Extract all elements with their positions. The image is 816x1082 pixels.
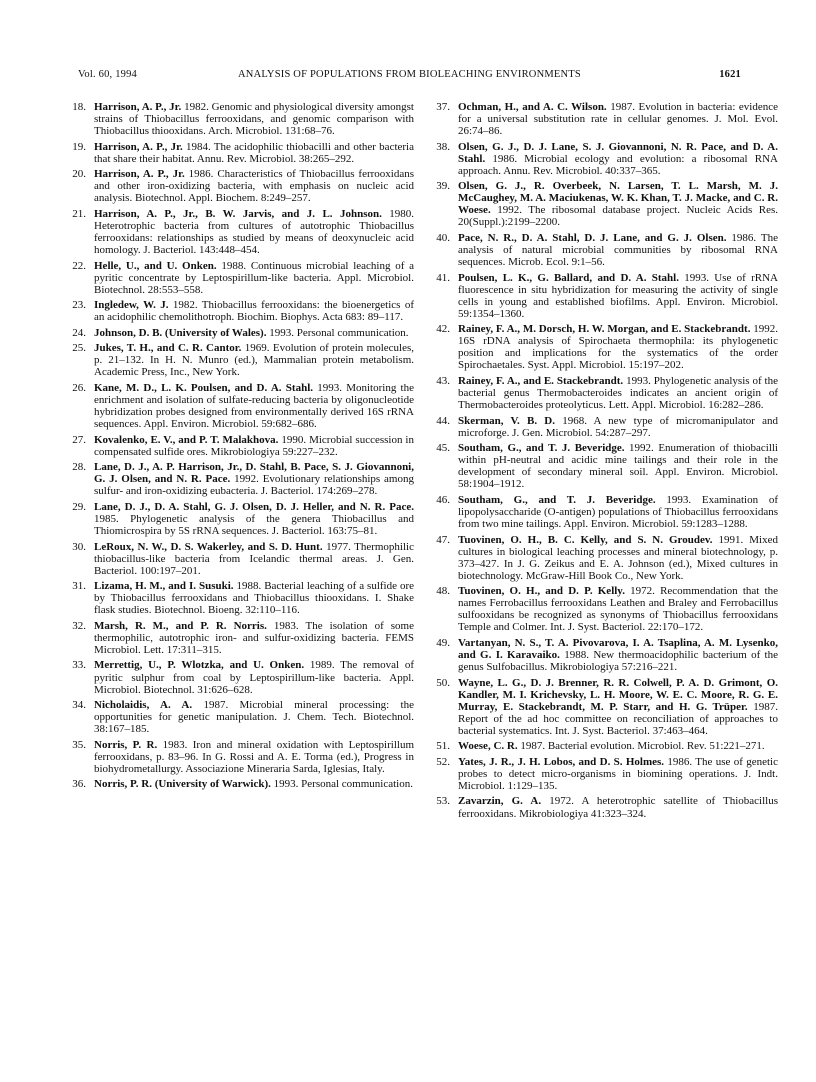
reference-text: 1988. Continuous microbial leaching of a pyritic concentrate by Leptospirillum-like bacteria. Appl. Microbiol. Biotechnol. 28:553–558. bbox=[94, 259, 415, 296]
reference-number: 23. bbox=[72, 299, 86, 312]
reference-text: 1986. The use of genetic probes to detect micro-organisms in biomining operations. J. Indt. Microbiol. 1:129–135. bbox=[458, 755, 778, 792]
reference-text: 1988. New thermoacidophilic bacterium of the genus Sulfobacillus. Mikrobiologiya 57:216–221. bbox=[458, 648, 778, 674]
reference-entry bbox=[68, 541, 414, 577]
reference-number: 46. bbox=[436, 493, 450, 506]
reference-entry bbox=[68, 141, 414, 165]
reference-number: 38. bbox=[436, 140, 450, 153]
reference-authors: Ochman, H., and A. C. Wilson. bbox=[458, 101, 607, 113]
reference-number: 48. bbox=[436, 585, 450, 598]
reference-number: 29. bbox=[72, 500, 86, 513]
reference-authors: Olsen, G. J., R. Overbeek, N. Larsen, T. L. Marsh, M. J. McCaughey, M. A. Maciukenas, W. K. Khan, T. J. Macke, and C. R. Woese. bbox=[458, 180, 778, 217]
reference-number: 47. bbox=[436, 533, 450, 546]
reference-entry bbox=[68, 101, 414, 137]
reference-authors: Tuovinen, O. H., B. C. Kelly, and S. N. Groudev. bbox=[458, 533, 713, 546]
reference-authors: Kane, M. D., L. K. Poulsen, and D. A. Stahl. bbox=[94, 381, 313, 394]
reference-authors: Vartanyan, N. S., T. A. Pivovarova, I. A. Tsaplina, A. M. Lysenko, and G. I. Karavaiko. bbox=[458, 636, 778, 661]
reference-number: 34. bbox=[72, 699, 86, 712]
reference-authors: Zavarzin, G. A. bbox=[458, 795, 542, 808]
reference-number: 21. bbox=[72, 207, 86, 220]
reference-text: 1972. Recommendation that the names Ferrobacillus ferrooxidans Leathen and Braley and Ferrobacillus sulfooxidans be recognized as synonyms of Thiobacillus ferrooxidans Temple and Colmer. Int. J. Syst. Bacteriol. 22:170–172. bbox=[458, 585, 778, 634]
reference-authors: Poulsen, L. K., G. Ballard, and D. A. Stahl. bbox=[458, 271, 679, 284]
reference-entry bbox=[68, 699, 414, 735]
reference-text: 1985. Phylogenetic analysis of the genera Thiobacillus and Thiomicrospira by 5S rRNA sequences. J. Bacteriol. 163:75–81. bbox=[94, 512, 414, 537]
reference-number: 42. bbox=[436, 323, 450, 336]
reference-number: 52. bbox=[436, 755, 450, 768]
reference-text: 1993. Phylogenetic analysis of the bacterial genus Thermobacteroides indicates an ancient origin of Thermobacteroides proteolyticus. Lett. Appl. Microbiol. 16:282–286. bbox=[458, 374, 778, 412]
reference-entry bbox=[432, 740, 778, 752]
reference-authors: Yates, J. R., J. H. Lobos, and D. S. Holmes. bbox=[458, 755, 665, 768]
reference-number: 39. bbox=[436, 180, 450, 193]
reference-entry bbox=[432, 637, 778, 673]
reference-entry bbox=[432, 101, 778, 137]
reference-number: 26. bbox=[72, 381, 86, 394]
journal-volume: Vol. 60, 1994 bbox=[78, 69, 137, 80]
reference-text: 1989. The removal of pyritic sulphur from coal by Leptospirillum-like bacteria. Appl. Microbiol. Biotechnol. 31:626–628. bbox=[94, 659, 414, 696]
reference-authors: Lane, D. J., A. P. Harrison, Jr., D. Stahl, B. Pace, S. J. Giovannoni, G. J. Olsen, and N. R. Pace. bbox=[94, 461, 414, 486]
reference-authors: Rainey, F. A., and E. Stackebrandt. bbox=[458, 374, 624, 387]
running-header bbox=[78, 69, 741, 85]
reference-column-left bbox=[68, 101, 414, 794]
reference-text: 1977. Thermophilic thiobacillus-like bacteria from Icelandic thermal areas. J. Gen. Bacteriol. 100:197–201. bbox=[94, 540, 414, 577]
reference-entry bbox=[432, 442, 778, 490]
reference-authors: Harrison, A. P., Jr., B. W. Jarvis, and J. L. Johnson. bbox=[94, 207, 382, 220]
reference-number: 45. bbox=[436, 442, 450, 455]
reference-entry bbox=[432, 756, 778, 792]
reference-number: 53. bbox=[436, 795, 450, 808]
reference-number: 24. bbox=[72, 326, 86, 339]
reference-number: 41. bbox=[436, 271, 450, 284]
reference-authors: Olsen, G. J., D. J. Lane, S. J. Giovannoni, N. R. Pace, and D. A. Stahl. bbox=[458, 140, 778, 165]
reference-number: 51. bbox=[436, 740, 450, 753]
reference-text: 1993. Monitoring the enrichment and isolation of sulfate-reducing bacteria by oligonucleotide hybridization probes designed from environmentally derived 16S rRNA sequences. Appl. Environ. Microbiol. 59:682–686. bbox=[94, 381, 414, 431]
reference-entry bbox=[432, 415, 778, 439]
reference-text: 1993. Use of rRNA fluorescence in situ hybridization for measuring the activity of single cells in young and established biofilms. Appl. Environ. Microbiol. 59:1354–1360. bbox=[458, 271, 778, 320]
reference-number: 22. bbox=[72, 259, 86, 272]
reference-entry bbox=[68, 461, 414, 497]
reference-text: 1987. Microbial mineral processing: the opportunities for genetic manipulation. J. Chem. Tech. Biotechnol. 38:167–185. bbox=[94, 699, 414, 736]
reference-number: 36. bbox=[72, 778, 86, 791]
reference-number: 35. bbox=[72, 738, 86, 751]
reference-text: 1993. Examination of lipopolysaccharide (O-antigen) populations of Thiobacillus ferrooxidans from two mine tailings. Appl. Environ. Microbiol. 59:1283–1288. bbox=[458, 493, 778, 530]
reference-text: 1980. Heterotrophic bacteria from cultures of autotrophic Thiobacillus ferrooxidans: relationships as studied by means of deoxynucleic acid homology. J. Bacteriol. 143:448–454. bbox=[94, 207, 415, 257]
reference-entry bbox=[432, 534, 778, 582]
reference-entry bbox=[68, 620, 414, 656]
reference-entry bbox=[68, 208, 414, 256]
reference-number: 32. bbox=[72, 619, 86, 632]
reference-entry bbox=[68, 327, 414, 339]
reference-number: 30. bbox=[72, 540, 86, 553]
reference-authors: Skerman, V. B. D. bbox=[458, 414, 555, 427]
reference-authors: Lane, D. J., D. A. Stahl, G. J. Olsen, D. J. Heller, and N. R. Pace. bbox=[94, 500, 414, 513]
reference-number: 49. bbox=[436, 636, 450, 649]
reference-authors: Harrison, A. P., Jr. bbox=[94, 101, 182, 113]
reference-entry bbox=[68, 299, 414, 323]
reference-text: 1992. The ribosomal database project. Nucleic Acids Res. 20(Suppl.):2199–2200. bbox=[458, 204, 778, 229]
reference-text: 1987. Bacterial evolution. Microbiol. Rev. 51:221–271. bbox=[517, 740, 765, 753]
reference-authors: Tuovinen, O. H., and D. P. Kelly. bbox=[458, 585, 625, 598]
reference-text: 1990. Microbial succession in compensated sulfide ores. Mikrobiologiya 59:227–232. bbox=[94, 433, 414, 458]
reference-authors: Southam, G., and T. J. Beveridge. bbox=[458, 442, 625, 455]
reference-number: 37. bbox=[436, 101, 450, 113]
reference-text: 1982. Genomic and physiological diversity amongst strains of Thiobacillus ferrooxidans, and genomic comparison with Thiobacillus thiooxidans. Arch. Microbiol. 131:68–76. bbox=[94, 101, 414, 138]
reference-entry bbox=[68, 778, 414, 790]
reference-text: 1987. Report of the ad hoc committee on reconciliation of approaches to bacterial systematics. Int. J. Syst. Bacteriol. 37:463–464. bbox=[458, 700, 778, 737]
reference-number: 19. bbox=[72, 140, 86, 153]
reference-text: 1986. Characteristics of Thiobacillus ferrooxidans and other iron-oxidizing bacteria, with emphasis on nucleic acid analysis. Biotechnol. Appl. Biochem. 8:249–257. bbox=[94, 168, 414, 205]
reference-number: 27. bbox=[72, 433, 86, 446]
reference-entry bbox=[68, 659, 414, 695]
reference-authors: Pace, N. R., D. A. Stahl, D. J. Lane, and G. J. Olsen. bbox=[458, 231, 727, 244]
reference-entry bbox=[68, 739, 414, 775]
reference-entry bbox=[68, 434, 414, 458]
reference-entry bbox=[432, 232, 778, 268]
reference-number: 40. bbox=[436, 231, 450, 244]
reference-text: 1991. Mixed cultures in biological leaching processes and mineral biotechnology, p. 373–427. In J. G. Zeikus and E. A. Johnson (ed.), Mixed cultures in biotechnology. McGraw-Hill Book Co., New York. bbox=[458, 533, 778, 582]
reference-text: 1982. Thiobacillus ferrooxidans: the bioenergetics of an acidophilic chemolithotroph. Biochim. Biophys. Acta 683: 89–117. bbox=[94, 299, 415, 324]
reference-authors: Rainey, F. A., M. Dorsch, H. W. Morgan, and E. Stackebrandt. bbox=[458, 323, 751, 336]
reference-authors: Ingledew, W. J. bbox=[94, 299, 169, 312]
reference-entry bbox=[432, 375, 778, 411]
reference-text: 1992. Enumeration of thiobacilli within pH-neutral and acidic mine tailings and their role in the development of secondary mineral soil. Appl. Environ. Microbiol. 58:1904–1912. bbox=[458, 442, 778, 491]
reference-entry bbox=[68, 260, 414, 296]
reference-text: 1987. Evolution in bacteria: evidence for a universal substitution rate in cellular genomes. J. Mol. Evol. 26:74–86. bbox=[458, 101, 778, 138]
reference-authors: Johnson, D. B. (University of Wales). bbox=[94, 326, 267, 339]
reference-text: 1983. The isolation of some thermophilic, autotrophic iron- and sulfur-oxidizing bacteria. FEMS Microbiol. Lett. 17:311–315. bbox=[94, 619, 414, 656]
reference-entry bbox=[432, 180, 778, 228]
reference-entry bbox=[432, 141, 778, 177]
reference-authors: Woese, C. R. bbox=[458, 740, 518, 753]
reference-entry bbox=[68, 168, 414, 204]
reference-number: 33. bbox=[72, 659, 86, 672]
running-title: ANALYSIS OF POPULATIONS FROM BIOLEACHING ENVIRONMENTS bbox=[238, 69, 581, 80]
reference-authors: Harrison, A. P., Jr. bbox=[94, 140, 183, 153]
reference-text: 1983. Iron and mineral oxidation with Leptospirillum ferrooxidans, p. 83–96. In G. Rossi and A. E. Torma (ed.), Progress in biohydrometallurgy. Associazione Mineraria Sarda, Iglesias, Italy. bbox=[94, 738, 415, 775]
reference-number: 20. bbox=[72, 168, 86, 181]
reference-number: 18. bbox=[72, 101, 86, 113]
reference-entry bbox=[68, 382, 414, 430]
reference-authors: Kovalenko, E. V., and P. T. Malakhova. bbox=[94, 433, 279, 446]
reference-authors: Harrison, A. P., Jr. bbox=[94, 168, 185, 181]
reference-text: 1986. The analysis of natural microbial communities by ribosomal RNA sequences. Microb. Ecol. 9:1–56. bbox=[458, 231, 778, 269]
reference-entry bbox=[432, 585, 778, 633]
reference-text: 1986. Microbial ecology and evolution: a ribosomal RNA approach. Annu. Rev. Microbiol. 40:337–365. bbox=[458, 152, 778, 177]
reference-authors: Norris, P. R. bbox=[94, 738, 158, 751]
reference-authors: LeRoux, N. W., D. S. Wakerley, and S. D. Hunt. bbox=[94, 540, 323, 553]
reference-number: 50. bbox=[436, 676, 450, 689]
reference-text: 1969. Evolution of protein molecules, p. 21–132. In H. N. Munro (ed.), Mammalian protein metabolism. Academic Press, Inc., New York. bbox=[94, 342, 415, 379]
reference-number: 25. bbox=[72, 342, 86, 355]
reference-authors: Helle, U., and U. Onken. bbox=[94, 259, 217, 272]
page-number: 1621 bbox=[719, 69, 741, 80]
reference-text: 1984. The acidophilic thiobacilli and other bacteria that share their habitat. Annu. Rev. Microbiol. 38:265–292. bbox=[94, 140, 414, 165]
reference-entry bbox=[432, 494, 778, 530]
reference-entry bbox=[432, 323, 778, 371]
reference-number: 44. bbox=[436, 414, 450, 427]
reference-text: 1968. A new type of micromanipulator and microforge. J. Gen. Microbiol. 54:287–297. bbox=[458, 414, 779, 439]
reference-number: 28. bbox=[72, 461, 86, 474]
reference-entry bbox=[68, 342, 414, 378]
reference-text: 1988. Bacterial leaching of a sulfide ore by Thiobacillus ferrooxidans and Thiobacillus thiooxidans. I. Shake flask studies. Biotechnol. Bioeng. 32:110–116. bbox=[94, 580, 414, 617]
reference-text: 1992. 16S rDNA analysis of Spirochaeta thermophila: its phylogenetic position and implications for the systematics of the order Spirochaetales. Syst. Appl. Microbiol. 15:197–202. bbox=[458, 323, 779, 372]
reference-text: 1993. Personal communication. bbox=[266, 326, 409, 339]
reference-entry bbox=[68, 501, 414, 537]
reference-text: 1993. Personal communication. bbox=[270, 778, 413, 791]
reference-text: 1972. A heterotrophic satellite of Thiobacillus ferrooxidans. Mikrobiologiya 41:323–324. bbox=[458, 795, 778, 820]
reference-authors: Marsh, R. M., and P. R. Norris. bbox=[94, 619, 267, 632]
reference-entry bbox=[432, 272, 778, 320]
reference-entry bbox=[432, 677, 778, 737]
reference-authors: Nicholaidis, A. A. bbox=[94, 699, 193, 712]
reference-column-right bbox=[432, 101, 778, 823]
reference-authors: Lizama, H. M., and I. Susuki. bbox=[94, 580, 234, 593]
reference-text: 1992. Evolutionary relationships among sulfur- and iron-oxidizing eubacteria. J. Bacteriol. 174:269–278. bbox=[94, 473, 414, 498]
reference-authors: Merrettig, U., P. Wlotzka, and U. Onken. bbox=[94, 659, 305, 672]
reference-entry bbox=[432, 795, 778, 819]
reference-authors: Wayne, L. G., D. J. Brenner, R. R. Colwell, P. A. D. Grimont, O. Kandler, M. I. Krichevsky, L. H. Moore, W. E. C. Moore, R. G. E. Murray, E. Stackebrandt, M. P. Starr, and H. G. Trüper. bbox=[458, 676, 778, 713]
reference-authors: Jukes, T. H., and C. R. Cantor. bbox=[94, 342, 242, 355]
reference-authors: Norris, P. R. (University of Warwick). bbox=[94, 778, 271, 791]
reference-number: 43. bbox=[436, 374, 450, 387]
reference-number: 31. bbox=[72, 580, 86, 593]
reference-authors: Southam, G., and T. J. Beveridge. bbox=[458, 493, 656, 506]
reference-entry bbox=[68, 580, 414, 616]
